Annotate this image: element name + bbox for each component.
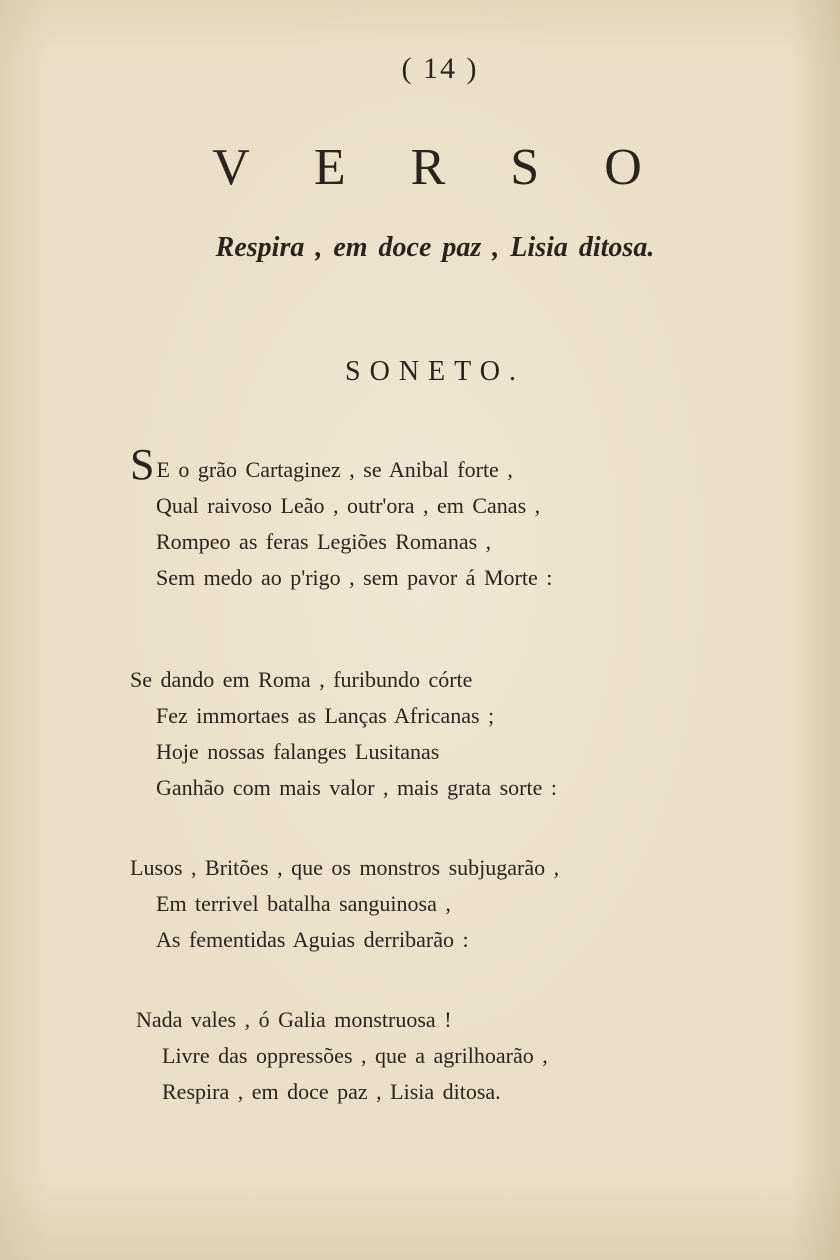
page-title: V E R S O — [212, 139, 668, 196]
stanza-line: As fementidas Aguias derribarão : — [156, 927, 469, 952]
stanza-line: Ganhão com mais valor , mais grata sorte : — [156, 775, 557, 800]
stanza-line: Rompeo as feras Legiões Romanas , — [156, 529, 492, 554]
stanza-2 — [130, 662, 557, 806]
stanza-line: Sem medo ao p'rigo , sem pavor á Morte : — [156, 565, 553, 590]
stanza-line: Lusos , Britões , que os monstros subjugarão , — [130, 855, 560, 880]
line-text: E o grão Cartaginez , se Anibal forte , — [156, 457, 513, 482]
sonnet-heading: SONETO. — [345, 356, 525, 387]
stanza-1 — [130, 440, 553, 596]
stanza-3 — [130, 850, 559, 958]
stanza-line: Fez immortaes as Lanças Africanas ; — [156, 703, 495, 728]
stanza-line: Em terrivel batalha sanguinosa , — [156, 891, 451, 916]
stanza-line: Qual raivoso Leão , outr'ora , em Canas , — [156, 493, 541, 518]
stanza-line: Se dando em Roma , furibundo córte — [130, 667, 473, 692]
stanza-line: Respira , em doce paz , Lisia ditosa. — [162, 1079, 501, 1104]
page-number: ( 14 ) — [401, 52, 479, 85]
stanza-4 — [136, 1002, 548, 1110]
epigraph: Respira , em doce paz , Lisia ditosa. — [215, 232, 655, 263]
stanza-line: Livre das oppressões , que a agrilhoarão , — [162, 1043, 548, 1068]
drop-cap: S — [130, 440, 155, 489]
stanza-line: Nada vales , ó Galia monstruosa ! — [136, 1007, 452, 1032]
stanza-line — [130, 440, 552, 489]
stanza-line: Hoje nossas falanges Lusitanas — [156, 739, 440, 764]
